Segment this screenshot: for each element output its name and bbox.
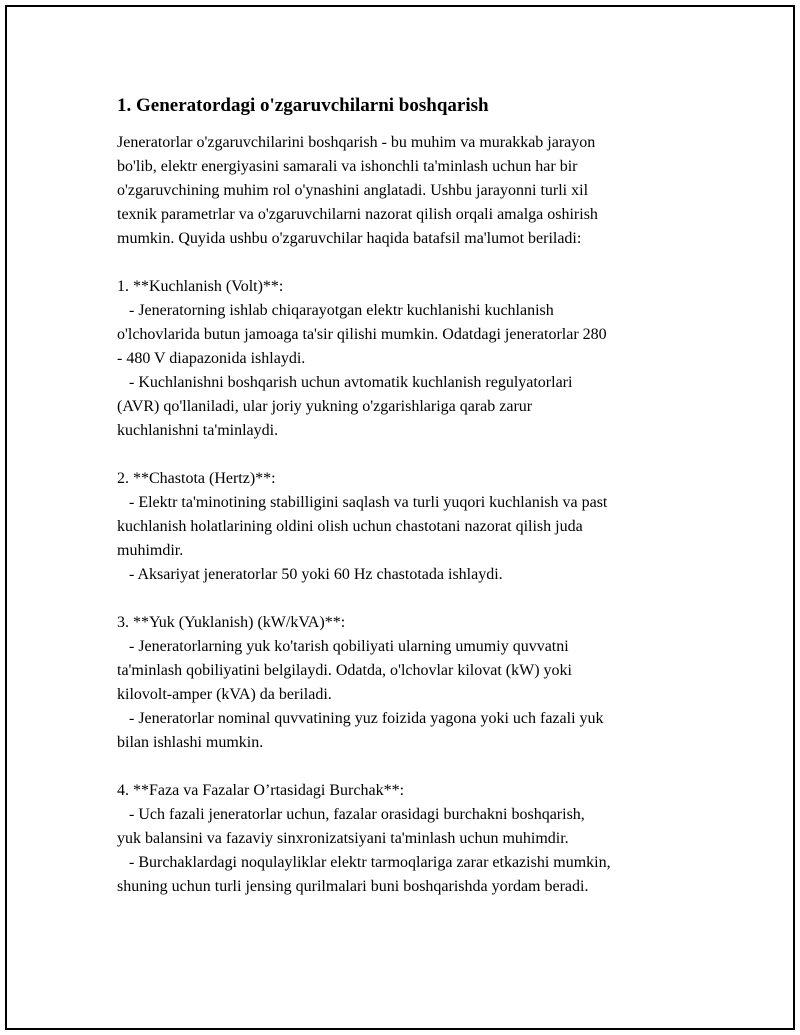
section-phase xyxy=(117,779,697,899)
section-load xyxy=(117,611,697,755)
section-heading: 3. **Yuk (Yuklanish) (kW/kVA)**: xyxy=(117,614,346,631)
section-frequency xyxy=(117,467,697,587)
section-heading: 4. **Faza va Fazalar O’rtasidagi Burchak**: xyxy=(117,782,405,799)
text-line: mumkin. Quyida ushbu o'zgaruvchilar haqida batafsil ma'lumot beriladi: xyxy=(117,230,582,247)
document-body xyxy=(117,93,697,899)
text-line: - Jeneratorlar nominal quvvatining yuz foizida yagona yoki uch fazali yuk xyxy=(117,710,604,727)
text-line: o'zgaruvchining muhim rol o'ynashini anglatadi. Ushbu jarayonni turli xil xyxy=(117,182,589,199)
text-line: - Elektr ta'minotining stabilligini saqlash va turli yuqori kuchlanish va past xyxy=(117,494,608,511)
text-line: bo'lib, elektr energiyasini samarali va ishonchli ta'minlash uchun har bir xyxy=(117,158,578,175)
section-voltage xyxy=(117,275,697,443)
text-line: kuchlanishni ta'minlaydi. xyxy=(117,422,279,439)
text-line: - Aksariyat jeneratorlar 50 yoki 60 Hz chastotada ishlaydi. xyxy=(117,566,503,583)
text-line: ta'minlash qobiliyatini belgilaydi. Odatda, o'lchovlar kilovat (kW) yoki xyxy=(117,662,572,679)
text-line: Jeneratorlar o'zgaruvchilarini boshqarish - bu muhim va murakkab jarayon xyxy=(117,134,596,151)
section-heading: 1. **Kuchlanish (Volt)**: xyxy=(117,278,284,295)
text-line: muhimdir. xyxy=(117,542,184,559)
text-line: - Jeneratorlarning yuk ko'tarish qobiliyati ularning umumiy quvvatni xyxy=(117,638,569,655)
intro-paragraph xyxy=(117,131,697,251)
text-line: - 480 V diapazonida ishlaydi. xyxy=(117,350,306,367)
text-line: kilovolt-amper (kVA) da beriladi. xyxy=(117,686,332,703)
text-line: yuk balansini va fazaviy sinxronizatsiyani ta'minlash uchun muhimdir. xyxy=(117,830,569,847)
text-line: kuchlanish holatlarining oldini olish uchun chastotani nazorat qilish juda xyxy=(117,518,583,535)
text-line: - Uch fazali jeneratorlar uchun, fazalar orasidagi burchakni boshqarish, xyxy=(117,806,585,823)
text-line: - Burchaklardagi noqulayliklar elektr tarmoqlariga zarar etkazishi mumkin, xyxy=(117,854,611,871)
text-line: texnik parametrlar va o'zgaruvchilarni nazorat qilish orqali amalga oshirish xyxy=(117,206,598,223)
section-heading: 2. **Chastota (Hertz)**: xyxy=(117,470,276,487)
document-title: 1. Generatordagi o'zgaruvchilarni boshqarish xyxy=(117,95,489,116)
text-line: - Kuchlanishni boshqarish uchun avtomatik kuchlanish regulyatorlari xyxy=(117,374,573,391)
text-line: o'lchovlarida butun jamoaga ta'sir qilishi mumkin. Odatdagi jeneratorlar 280 xyxy=(117,326,607,343)
text-line: bilan ishlashi mumkin. xyxy=(117,734,264,751)
text-line: - Jeneratorning ishlab chiqarayotgan elektr kuchlanishi kuchlanish xyxy=(117,302,554,319)
text-line: shuning uchun turli jensing qurilmalari buni boshqarishda yordam beradi. xyxy=(117,878,589,895)
text-line: (AVR) qo'llaniladi, ular joriy yukning o'zgarishlariga qarab zarur xyxy=(117,398,533,415)
